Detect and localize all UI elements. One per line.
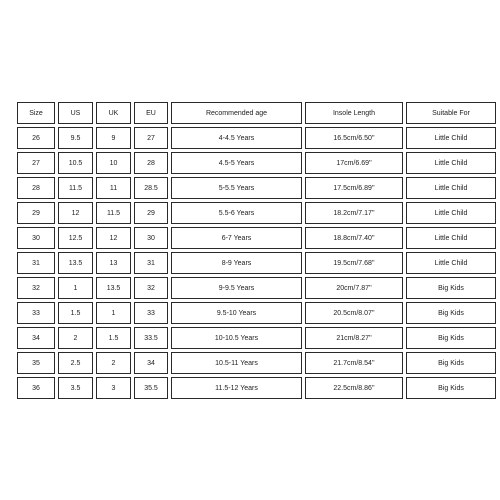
size-cell: 30 [17, 227, 55, 249]
insole-length-cell: 18.2cm/7.17'' [305, 202, 403, 224]
size-cell: 36 [17, 377, 55, 399]
header-size: Size [17, 102, 55, 124]
eu-size-cell: 32 [134, 277, 168, 299]
insole-length-cell: 21cm/8.27'' [305, 327, 403, 349]
size-chart-table [14, 99, 499, 402]
size-cell: 26 [17, 127, 55, 149]
recommended-age-cell: 5-5.5 Years [171, 177, 302, 199]
uk-size-cell: 2 [96, 352, 131, 374]
suitable-for-cell: Big Kids [406, 302, 496, 324]
recommended-age-cell: 6-7 Years [171, 227, 302, 249]
insole-length-cell: 20cm/7.87'' [305, 277, 403, 299]
us-size-cell: 9.5 [58, 127, 93, 149]
uk-size-cell: 11 [96, 177, 131, 199]
us-size-cell: 13.5 [58, 252, 93, 274]
eu-size-cell: 30 [134, 227, 168, 249]
suitable-for-cell: Little Child [406, 252, 496, 274]
table-row [17, 227, 496, 249]
eu-size-cell: 28.5 [134, 177, 168, 199]
eu-size-cell: 31 [134, 252, 168, 274]
insole-length-cell: 19.5cm/7.68'' [305, 252, 403, 274]
table-row [17, 277, 496, 299]
insole-length-cell: 20.5cm/8.07'' [305, 302, 403, 324]
table-row [17, 127, 496, 149]
recommended-age-cell: 4-4.5 Years [171, 127, 302, 149]
size-chart-header [17, 102, 496, 124]
header-insole-length: Insole Length [305, 102, 403, 124]
size-cell: 28 [17, 177, 55, 199]
recommended-age-cell: 10.5-11 Years [171, 352, 302, 374]
uk-size-cell: 1.5 [96, 327, 131, 349]
suitable-for-cell: Big Kids [406, 352, 496, 374]
us-size-cell: 1.5 [58, 302, 93, 324]
size-cell: 33 [17, 302, 55, 324]
table-row [17, 202, 496, 224]
us-size-cell: 1 [58, 277, 93, 299]
uk-size-cell: 12 [96, 227, 131, 249]
size-cell: 32 [17, 277, 55, 299]
us-size-cell: 12 [58, 202, 93, 224]
uk-size-cell: 3 [96, 377, 131, 399]
suitable-for-cell: Little Child [406, 152, 496, 174]
recommended-age-cell: 4.5-5 Years [171, 152, 302, 174]
recommended-age-cell: 11.5-12 Years [171, 377, 302, 399]
table-row [17, 352, 496, 374]
size-cell: 34 [17, 327, 55, 349]
recommended-age-cell: 9-9.5 Years [171, 277, 302, 299]
us-size-cell: 2.5 [58, 352, 93, 374]
insole-length-cell: 21.7cm/8.54'' [305, 352, 403, 374]
suitable-for-cell: Little Child [406, 127, 496, 149]
eu-size-cell: 34 [134, 352, 168, 374]
table-row [17, 377, 496, 399]
recommended-age-cell: 9.5-10 Years [171, 302, 302, 324]
suitable-for-cell: Big Kids [406, 377, 496, 399]
us-size-cell: 12.5 [58, 227, 93, 249]
eu-size-cell: 33.5 [134, 327, 168, 349]
table-row [17, 152, 496, 174]
header-suitable-for: Suitable For [406, 102, 496, 124]
size-chart-body [17, 127, 496, 399]
header-eu: EU [134, 102, 168, 124]
table-row [17, 327, 496, 349]
suitable-for-cell: Big Kids [406, 277, 496, 299]
eu-size-cell: 29 [134, 202, 168, 224]
eu-size-cell: 28 [134, 152, 168, 174]
header-us: US [58, 102, 93, 124]
recommended-age-cell: 5.5-6 Years [171, 202, 302, 224]
eu-size-cell: 27 [134, 127, 168, 149]
insole-length-cell: 17cm/6.69'' [305, 152, 403, 174]
size-cell: 31 [17, 252, 55, 274]
table-row [17, 252, 496, 274]
size-cell: 29 [17, 202, 55, 224]
header-recommended-age: Recommended age [171, 102, 302, 124]
eu-size-cell: 33 [134, 302, 168, 324]
us-size-cell: 10.5 [58, 152, 93, 174]
header-uk: UK [96, 102, 131, 124]
recommended-age-cell: 8-9 Years [171, 252, 302, 274]
recommended-age-cell: 10-10.5 Years [171, 327, 302, 349]
size-cell: 27 [17, 152, 55, 174]
suitable-for-cell: Little Child [406, 177, 496, 199]
uk-size-cell: 11.5 [96, 202, 131, 224]
uk-size-cell: 10 [96, 152, 131, 174]
uk-size-cell: 13.5 [96, 277, 131, 299]
us-size-cell: 3.5 [58, 377, 93, 399]
uk-size-cell: 9 [96, 127, 131, 149]
table-row [17, 302, 496, 324]
insole-length-cell: 22.5cm/8.86'' [305, 377, 403, 399]
suitable-for-cell: Little Child [406, 227, 496, 249]
eu-size-cell: 35.5 [134, 377, 168, 399]
insole-length-cell: 17.5cm/6.89'' [305, 177, 403, 199]
insole-length-cell: 18.8cm/7.40'' [305, 227, 403, 249]
table-row [17, 177, 496, 199]
size-cell: 35 [17, 352, 55, 374]
header-row [17, 102, 496, 124]
uk-size-cell: 13 [96, 252, 131, 274]
insole-length-cell: 16.5cm/6.50'' [305, 127, 403, 149]
suitable-for-cell: Big Kids [406, 327, 496, 349]
us-size-cell: 2 [58, 327, 93, 349]
us-size-cell: 11.5 [58, 177, 93, 199]
suitable-for-cell: Little Child [406, 202, 496, 224]
uk-size-cell: 1 [96, 302, 131, 324]
